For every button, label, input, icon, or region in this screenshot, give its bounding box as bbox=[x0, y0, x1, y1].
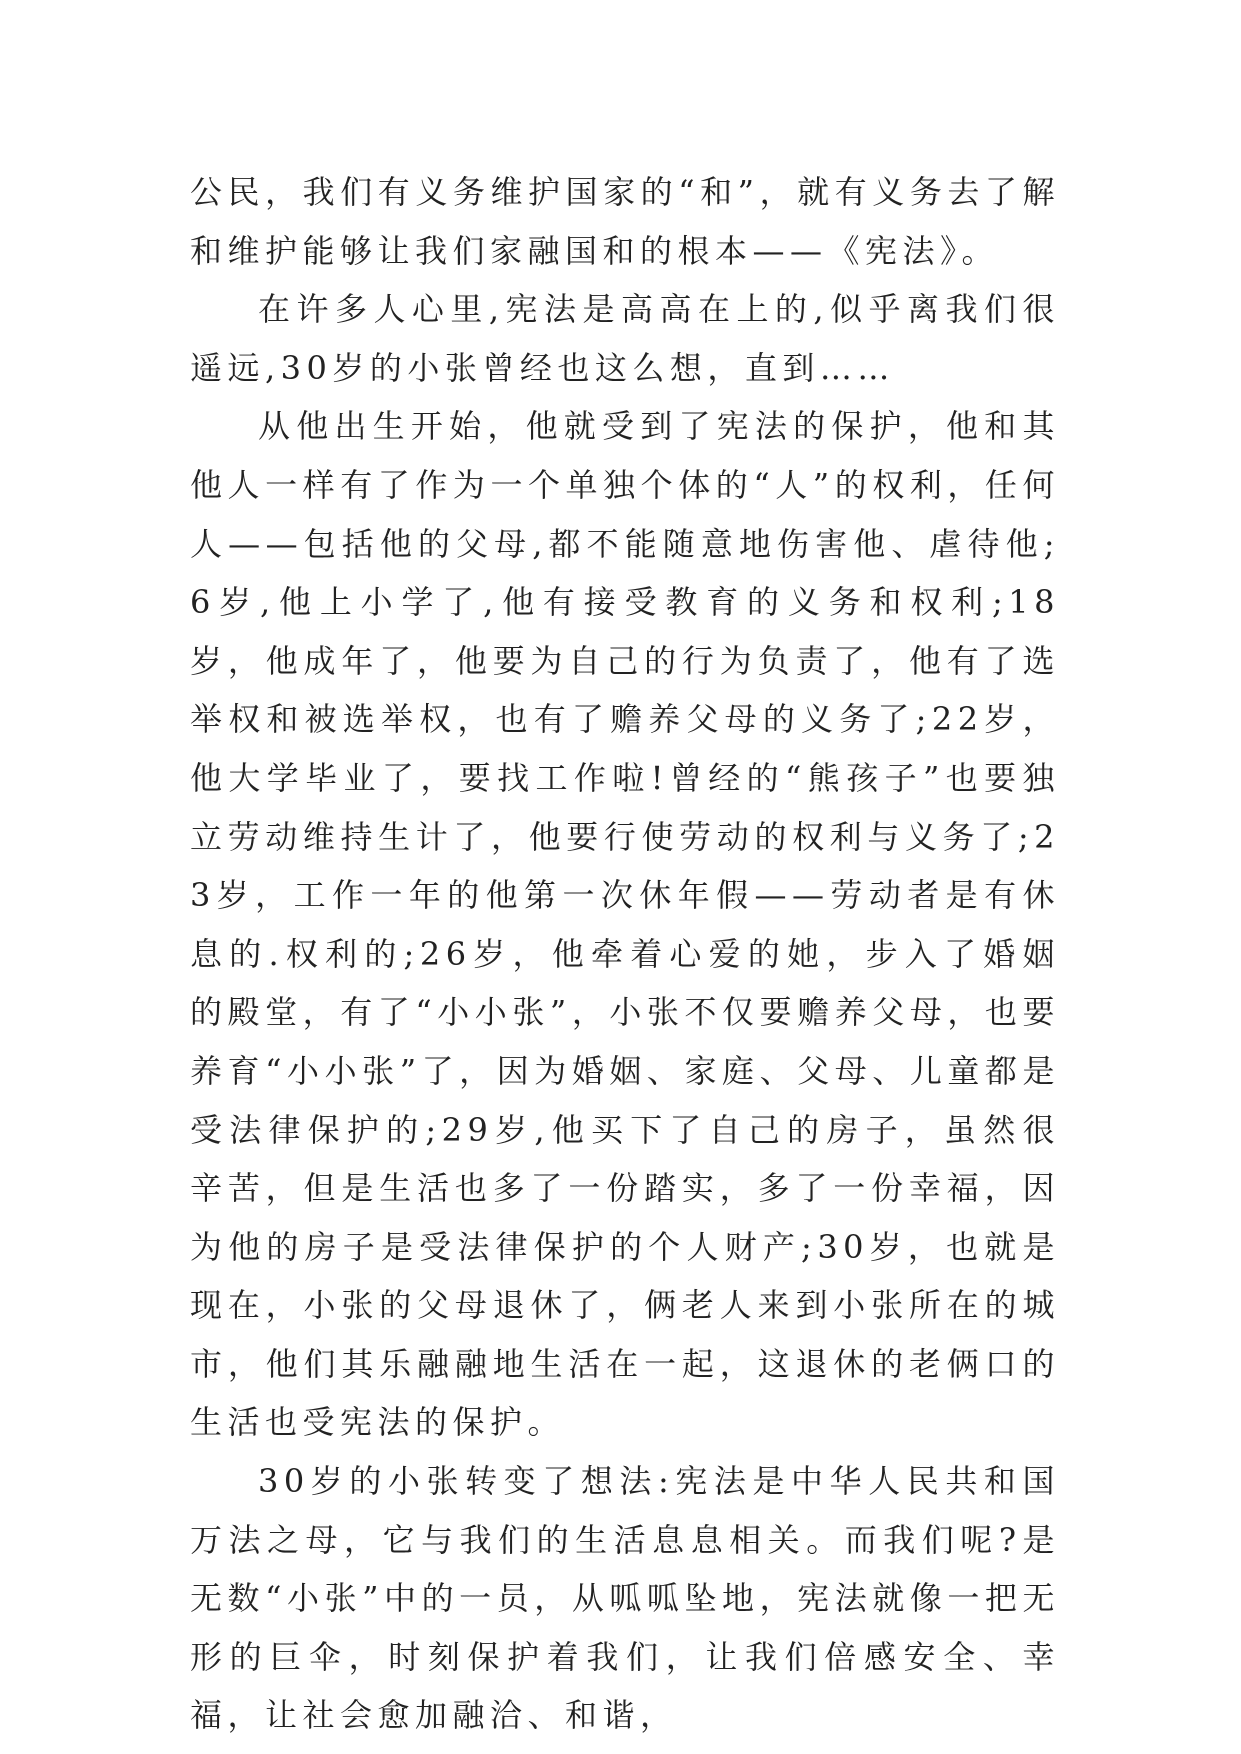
document-body bbox=[190, 163, 1060, 1745]
paragraph-4: 30岁的小张转变了想法:宪法是中华人民共和国万法之母，它与我们的生活息息相关。而我们呢?是无数“小张”中的一员，从呱呱坠地，宪法就像一把无形的巨伞，时刻保护着我们，让我们倍感安全、幸福，让社会愈加融洽、和谐， bbox=[190, 1462, 1060, 1735]
paragraph-1: 公民，我们有义务维护国家的“和”，就有义务去了解和维护能够让我们家融国和的根本——《宪法》。 bbox=[190, 173, 1060, 270]
paragraph-2: 在许多人心里,宪法是高高在上的,似乎离我们很遥远,30岁的小张曾经也这么想，直到…… bbox=[190, 290, 1060, 387]
paragraph-3: 从他出生开始，他就受到了宪法的保护，他和其他人一样有了作为一个单独个体的“人”的权利，任何人——包括他的父母,都不能随意地伤害他、虐待他;6岁,他上小学了,他有接受教育的义务和权利;18岁，他成年了，他要为自己的行为负责了，他有了选举权和被选举权，也有了赡养父母的义务了;22岁，他大学毕业了，要找工作啦!曾经的“熊孩子”也要独立劳动维持生计了，他要行使劳动的权利与义务了;23岁，工作一年的他第一次休年假——劳动者是有休息的.权利的;26岁，他牵着心爱的她，步入了婚姻的殿堂，有了“小小张”，小张不仅要赡养父母，也要养育“小小张”了，因为婚姻、家庭、父母、儿童都是受法律保护的;29岁,他买下了自己的房子，虽然很辛苦，但是生活也多了一份踏实，多了一份幸福，因为他的房子是受法律保护的个人财产;30岁，也就是现在，小张的父母退休了，俩老人来到小张所在的城市，他们其乐融融地生活在一起，这退休的老俩口的生活也受宪法的保护。 bbox=[190, 407, 1060, 1442]
